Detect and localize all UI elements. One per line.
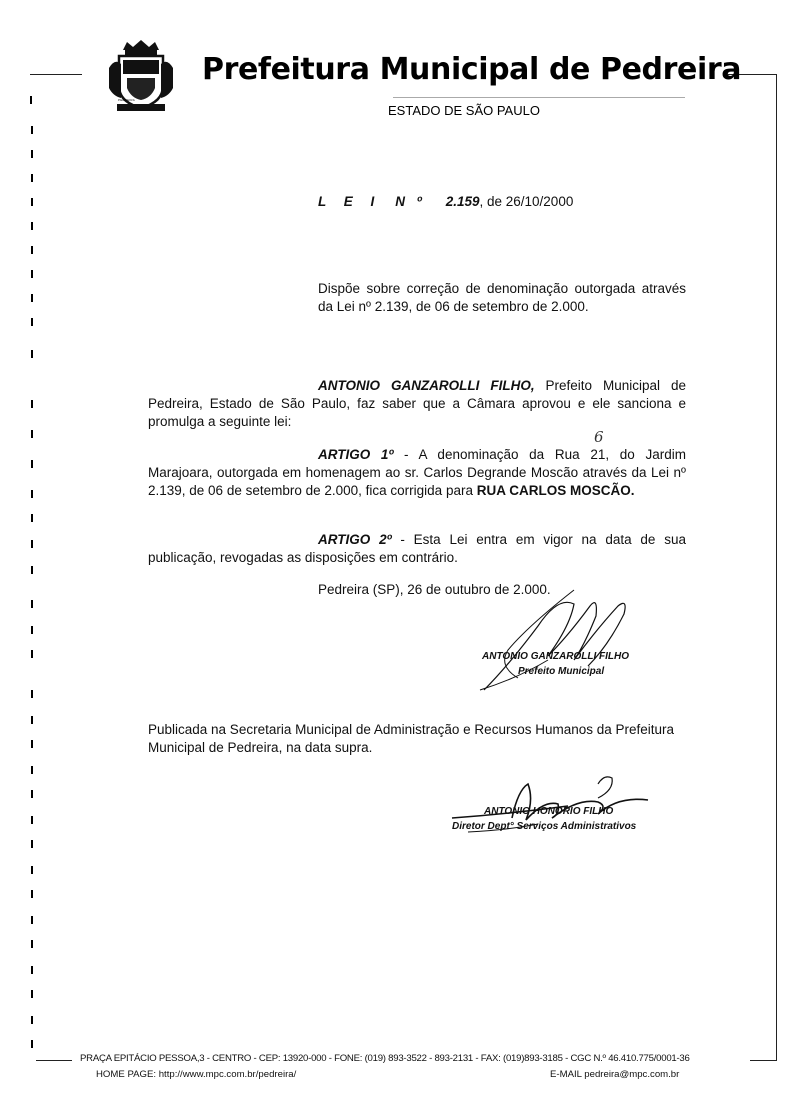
law-summary: Dispõe sobre correção de denominação outorgada através da Lei nº 2.139, de 06 de setembro de 2.000. — [318, 281, 686, 314]
place-date: Pedreira (SP), 26 de outubro de 2.000. — [318, 582, 551, 597]
publication-note: Publicada na Secretaria Municipal de Administração e Recursos Humanos da Prefeitura Municipal de Pedreira, na data supra. — [148, 722, 675, 755]
crest-legend: PEDREIRA — [118, 98, 135, 102]
intro-text: Prefeito Municipal de Pedreira, Estado de São Paulo, faz saber que a Câmara aprovou e ele sanciona e promulga a seguinte lei: — [148, 378, 686, 429]
mayor-signature — [478, 586, 648, 696]
footer-homepage: HOME PAGE: http://www.mpc.com.br/pedreira/ — [96, 1069, 297, 1080]
article-1 — [148, 446, 686, 500]
director-signature-role: Diretor Dept° Serviços Administrativos — [452, 821, 637, 832]
page-subtitle: ESTADO DE SÃO PAULO — [388, 103, 540, 118]
article-1-label: ARTIGO 1º — [318, 447, 394, 462]
article-2-label: ARTIGO 2º — [318, 532, 392, 547]
frame-top-left-line — [30, 74, 82, 75]
director-signature-name: ANTONIO HONORIO FILHO — [484, 806, 614, 817]
law-label: L E I — [318, 194, 382, 209]
page-title: Prefeitura Municipal de Pedreira — [202, 52, 742, 87]
header-rule — [393, 97, 685, 98]
article-1-new-name: RUA CARLOS MOSCÃO. — [476, 483, 635, 498]
footer-email: E-MAIL pedreira@mpc.com.br — [550, 1069, 680, 1080]
footer-address: PRAÇA EPITÁCIO PESSOA,3 - CENTRO - CEP: 13920-000 - FONE: (019) 893-3522 - 893-2131 - FAX: (019)893-3185 - CGC N.º 46.410.775/0001-36 — [80, 1053, 690, 1064]
handwritten-note: 6 — [594, 428, 604, 446]
law-number-line — [318, 194, 573, 209]
article-1-text: - A denominação da Rua 21, do Jardim Marajoara, outorgada em homenagem ao sr. Carlos Degrande Moscão através da Lei nº 2.139, de 06 de setembro de 2.000, fica corrigida para — [148, 447, 686, 498]
mayor-name: ANTONIO GANZAROLLI FILHO, — [318, 378, 535, 393]
law-number: 2.159 — [445, 194, 480, 209]
coat-of-arms-icon — [105, 38, 177, 118]
law-date: , de 26/10/2000 — [479, 194, 574, 209]
frame-bottom-right-line — [750, 1060, 777, 1061]
frame-right-line — [776, 74, 777, 1060]
frame-bottom-left-line — [36, 1060, 72, 1061]
mayor-signature-name: ANTONIO GANZAROLLI FILHO — [482, 651, 630, 662]
article-2-text: - Esta Lei entra em vigor na data de sua publicação, revogadas as disposições em contrário. — [148, 532, 687, 565]
article-2 — [148, 531, 686, 567]
law-number-label: N º — [395, 194, 426, 209]
intro-paragraph — [148, 377, 686, 431]
mayor-signature-role: Prefeito Municipal — [518, 666, 605, 677]
